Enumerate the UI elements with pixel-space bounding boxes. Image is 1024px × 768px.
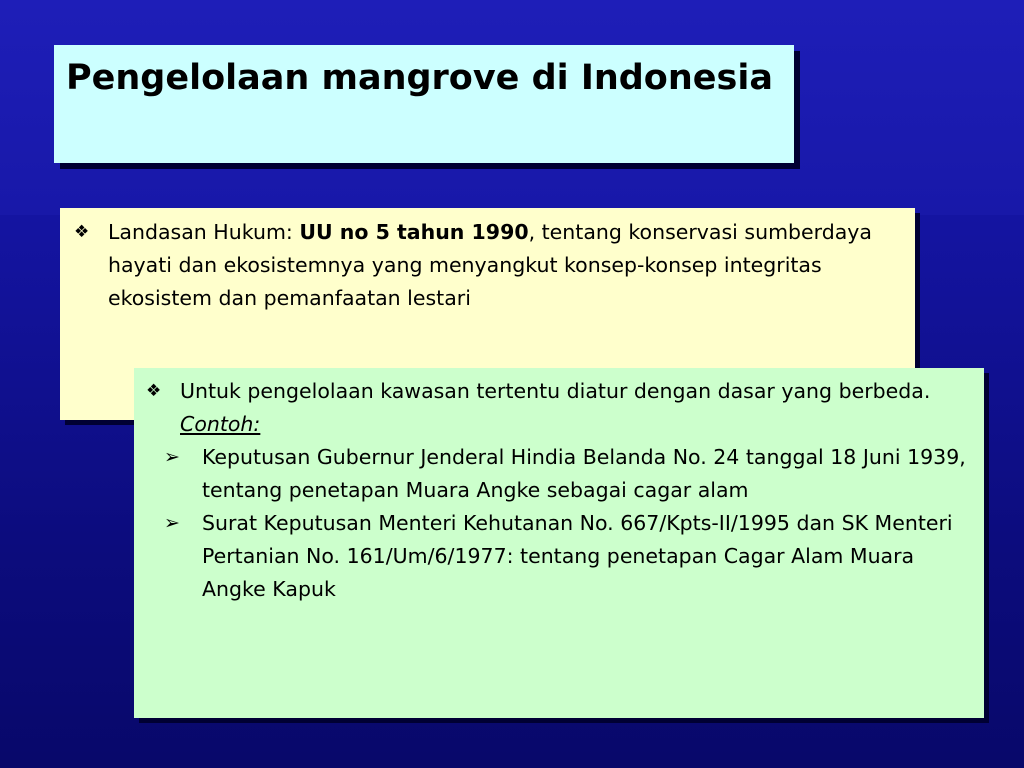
legal-basis-rest: , tentang konservasi sumberdaya hayati dan ekosistemnya yang menyangkut konsep-konsep integritas ekosistem dan pemanfaatan lestari xyxy=(108,220,872,310)
example-item xyxy=(164,507,970,606)
legal-basis-item xyxy=(74,216,901,315)
management-intro: Untuk pengelolaan kawasan tertentu diatur dengan dasar yang berbeda. xyxy=(180,379,931,403)
example-text: Keputusan Gubernur Jenderal Hindia Belanda No. 24 tanggal 18 Juni 1939, tentang penetapan Muara Angke sebagai cagar alam xyxy=(202,445,966,502)
diamond-bullet-icon: ❖ xyxy=(146,381,162,401)
arrow-bullet-icon: ➢ xyxy=(164,446,180,468)
slide-title: Pengelolaan mangrove di Indonesia xyxy=(66,58,773,98)
legal-basis-emphasis: UU no 5 tahun 1990 xyxy=(299,220,529,244)
arrow-bullet-icon: ➢ xyxy=(164,512,180,534)
title-box xyxy=(54,45,794,163)
example-label: Contoh: xyxy=(180,412,261,436)
legal-basis-text xyxy=(108,216,901,315)
diamond-bullet-icon: ❖ xyxy=(74,222,90,242)
management-text xyxy=(180,375,970,441)
legal-basis-label: Landasan Hukum: xyxy=(108,220,300,244)
management-box xyxy=(134,368,984,718)
management-item xyxy=(146,375,970,441)
example-item xyxy=(164,441,970,507)
example-text: Surat Keputusan Menteri Kehutanan No. 667/Kpts-II/1995 dan SK Menteri Pertanian No. 161/Um/6/1977: tentang penetapan Cagar Alam Muara Angke Kapuk xyxy=(202,511,953,601)
